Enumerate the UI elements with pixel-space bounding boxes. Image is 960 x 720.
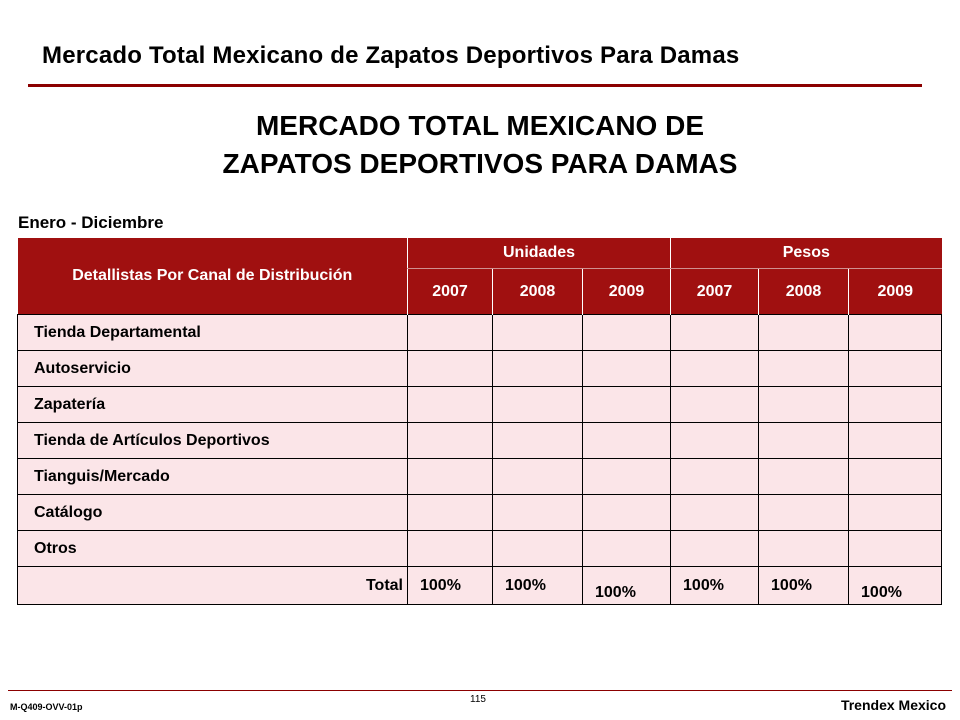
year-header: 2008 [493,269,583,315]
footer-divider [8,690,952,691]
table-cell [583,423,671,459]
table-cell [849,351,942,387]
table-row [18,531,942,567]
table-cell [583,459,671,495]
table-row [18,495,942,531]
row-label: Tienda Departamental [18,315,408,351]
table-cell [671,531,759,567]
table-cell [408,423,493,459]
document-code: M-Q409-OVV-01p [10,702,83,712]
year-header: 2009 [583,269,671,315]
page-number: 115 [470,694,486,705]
table-row [18,423,942,459]
table-cell [493,315,583,351]
table-cell [583,531,671,567]
table-cell [759,495,849,531]
table-row [18,315,942,351]
brand-name: Trendex Mexico [840,697,946,713]
period-label: Enero - Diciembre [18,213,164,232]
table-cell [583,315,671,351]
table-cell [759,315,849,351]
row-label: Autoservicio [18,351,408,387]
total-cell: 100% [759,567,849,605]
table-cell [849,495,942,531]
table-cell [583,351,671,387]
total-label: Total [18,567,408,605]
table-row [18,387,942,423]
table-cell [493,351,583,387]
table-cell [849,531,942,567]
table-cell [671,351,759,387]
main-title [0,107,960,183]
header-divider [28,84,922,87]
table-cell [493,531,583,567]
table-row [18,459,942,495]
table-cell [408,387,493,423]
table-cell [671,495,759,531]
slide-header-title: Mercado Total Mexicano de Zapatos Deportivos Para Damas [42,42,740,69]
table-cell [759,531,849,567]
year-header: 2009 [849,269,942,315]
total-cell: 100% [671,567,759,605]
table-cell [493,423,583,459]
year-header: 2007 [408,269,493,315]
table-cell [849,459,942,495]
total-cell: 100% [493,567,583,605]
table-cell [759,459,849,495]
table-cell [671,387,759,423]
table-cell [408,495,493,531]
channel-header: Detallistas Por Canal de Distribución [18,238,408,315]
table-cell [493,459,583,495]
table-cell [493,387,583,423]
row-label: Catálogo [18,495,408,531]
table-cell [759,351,849,387]
table-cell [583,495,671,531]
table-cell [671,423,759,459]
table-cell [408,351,493,387]
table-cell [759,387,849,423]
table-cell [583,387,671,423]
table-cell [408,459,493,495]
pesos-group-header: Pesos [671,238,942,269]
table-row [18,351,942,387]
year-header: 2007 [671,269,759,315]
table-cell [408,315,493,351]
table-cell [849,387,942,423]
units-group-header: Unidades [408,238,671,269]
table-cell [849,315,942,351]
table-cell [671,315,759,351]
table-cell [408,531,493,567]
total-row [18,567,942,605]
table-cell [849,423,942,459]
row-label: Tianguis/Mercado [18,459,408,495]
table-cell [759,423,849,459]
row-label: Otros [18,531,408,567]
total-cell: 100% [849,567,942,605]
table-cell [493,495,583,531]
total-cell: 100% [583,567,671,605]
distribution-table [17,238,942,605]
main-title-line-1: MERCADO TOTAL MEXICANO DE [255,110,704,141]
row-label: Tienda de Artículos Deportivos [18,423,408,459]
main-title-line-2: ZAPATOS DEPORTIVOS PARA DAMAS [222,148,738,179]
total-cell: 100% [408,567,493,605]
row-label: Zapatería [18,387,408,423]
table-cell [671,459,759,495]
year-header: 2008 [759,269,849,315]
